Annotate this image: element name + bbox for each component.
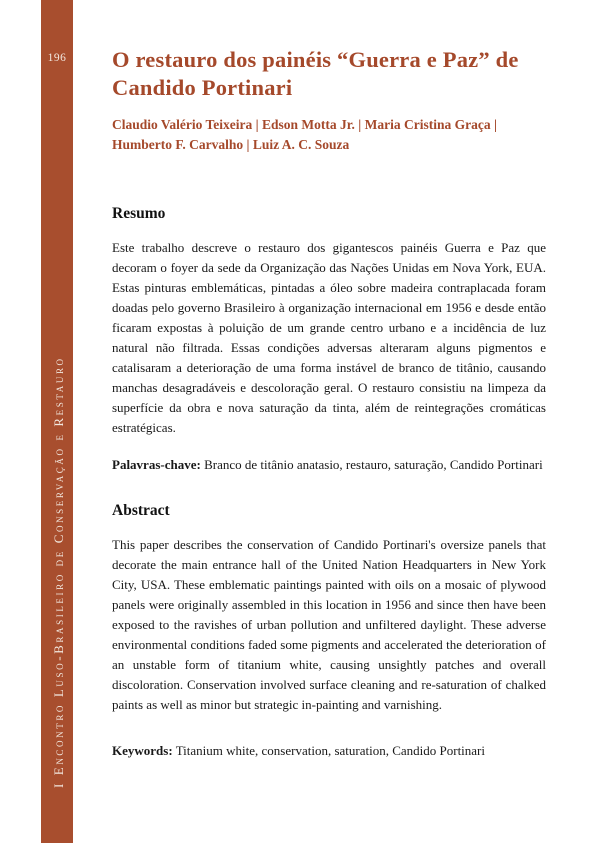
resumo-heading: Resumo [112,205,166,222]
article-authors: Claudio Valério Teixeira | Edson Motta Jr. | Maria Cristina Graça | Humberto F. Carvalho | Luiz A. C. Souza [112,117,497,152]
resumo-body: Este trabalho descreve o restauro dos gigantescos painéis Guerra e Paz que decoram o foyer da sede da Organização das Nações Unidas em Nova York, EUA. Estas pinturas emblemáticas, pintadas a óleo sobre madeira contraplacada foram doadas pelo governo Brasileiro à organização internacional em 1956 e desde então ficaram expostas à poluição de um grande centro urbano e a incidência de luz natural não filtrada. Essas condições adversas alteraram alguns pigmentos e catalisaram a deterioração de uma forma instável de branco de titânio, causando manchas desagradáveis e descoloração geral. O restauro consistiu na limpeza da superfície da obra e nova saturação da tinta, além de reintegrações cromáticas estratégicas. [112,240,546,435]
abstract-heading: Abstract [112,502,170,519]
page-number: 196 [47,52,67,64]
article-title: O restauro dos painéis “Guerra e Paz” de Candido Portinari [112,47,519,100]
keywords-label: Keywords: [112,743,173,758]
abstract-body: This paper describes the conservation of Candido Portinari's oversize panels that decorate the main entrance hall of the United Nation Headquarters in New York City, USA. These emblematic paintings painted with oils on a mosaic of plywood panels were originally assembled in this location in 1956 and since then have been exposed to the ravishes of urban pollution and unfiltered daylight. These adverse environmental conditions faded some pigments and accelerated the deterioration of an unstable form of titanium white, causing unsightly patches and overall discoloration. Conservation involved surface cleaning and re-saturation of chalked paints as well as minor but strategic in-painting and varnishing. [112,537,546,712]
palavras-chave-label: Palavras-chave: [112,457,201,472]
palavras-chave-line [112,455,546,475]
article-page [112,0,546,761]
palavras-chave-text: Branco de titânio anatasio, restauro, saturação, Candido Portinari [204,457,543,472]
conference-title-vertical: I Encontro Luso-Brasileiro de Conservação e Restauro [51,356,66,788]
keywords-line [112,741,546,761]
keywords-text: Titanium white, conservation, saturation, Candido Portinari [175,743,486,758]
